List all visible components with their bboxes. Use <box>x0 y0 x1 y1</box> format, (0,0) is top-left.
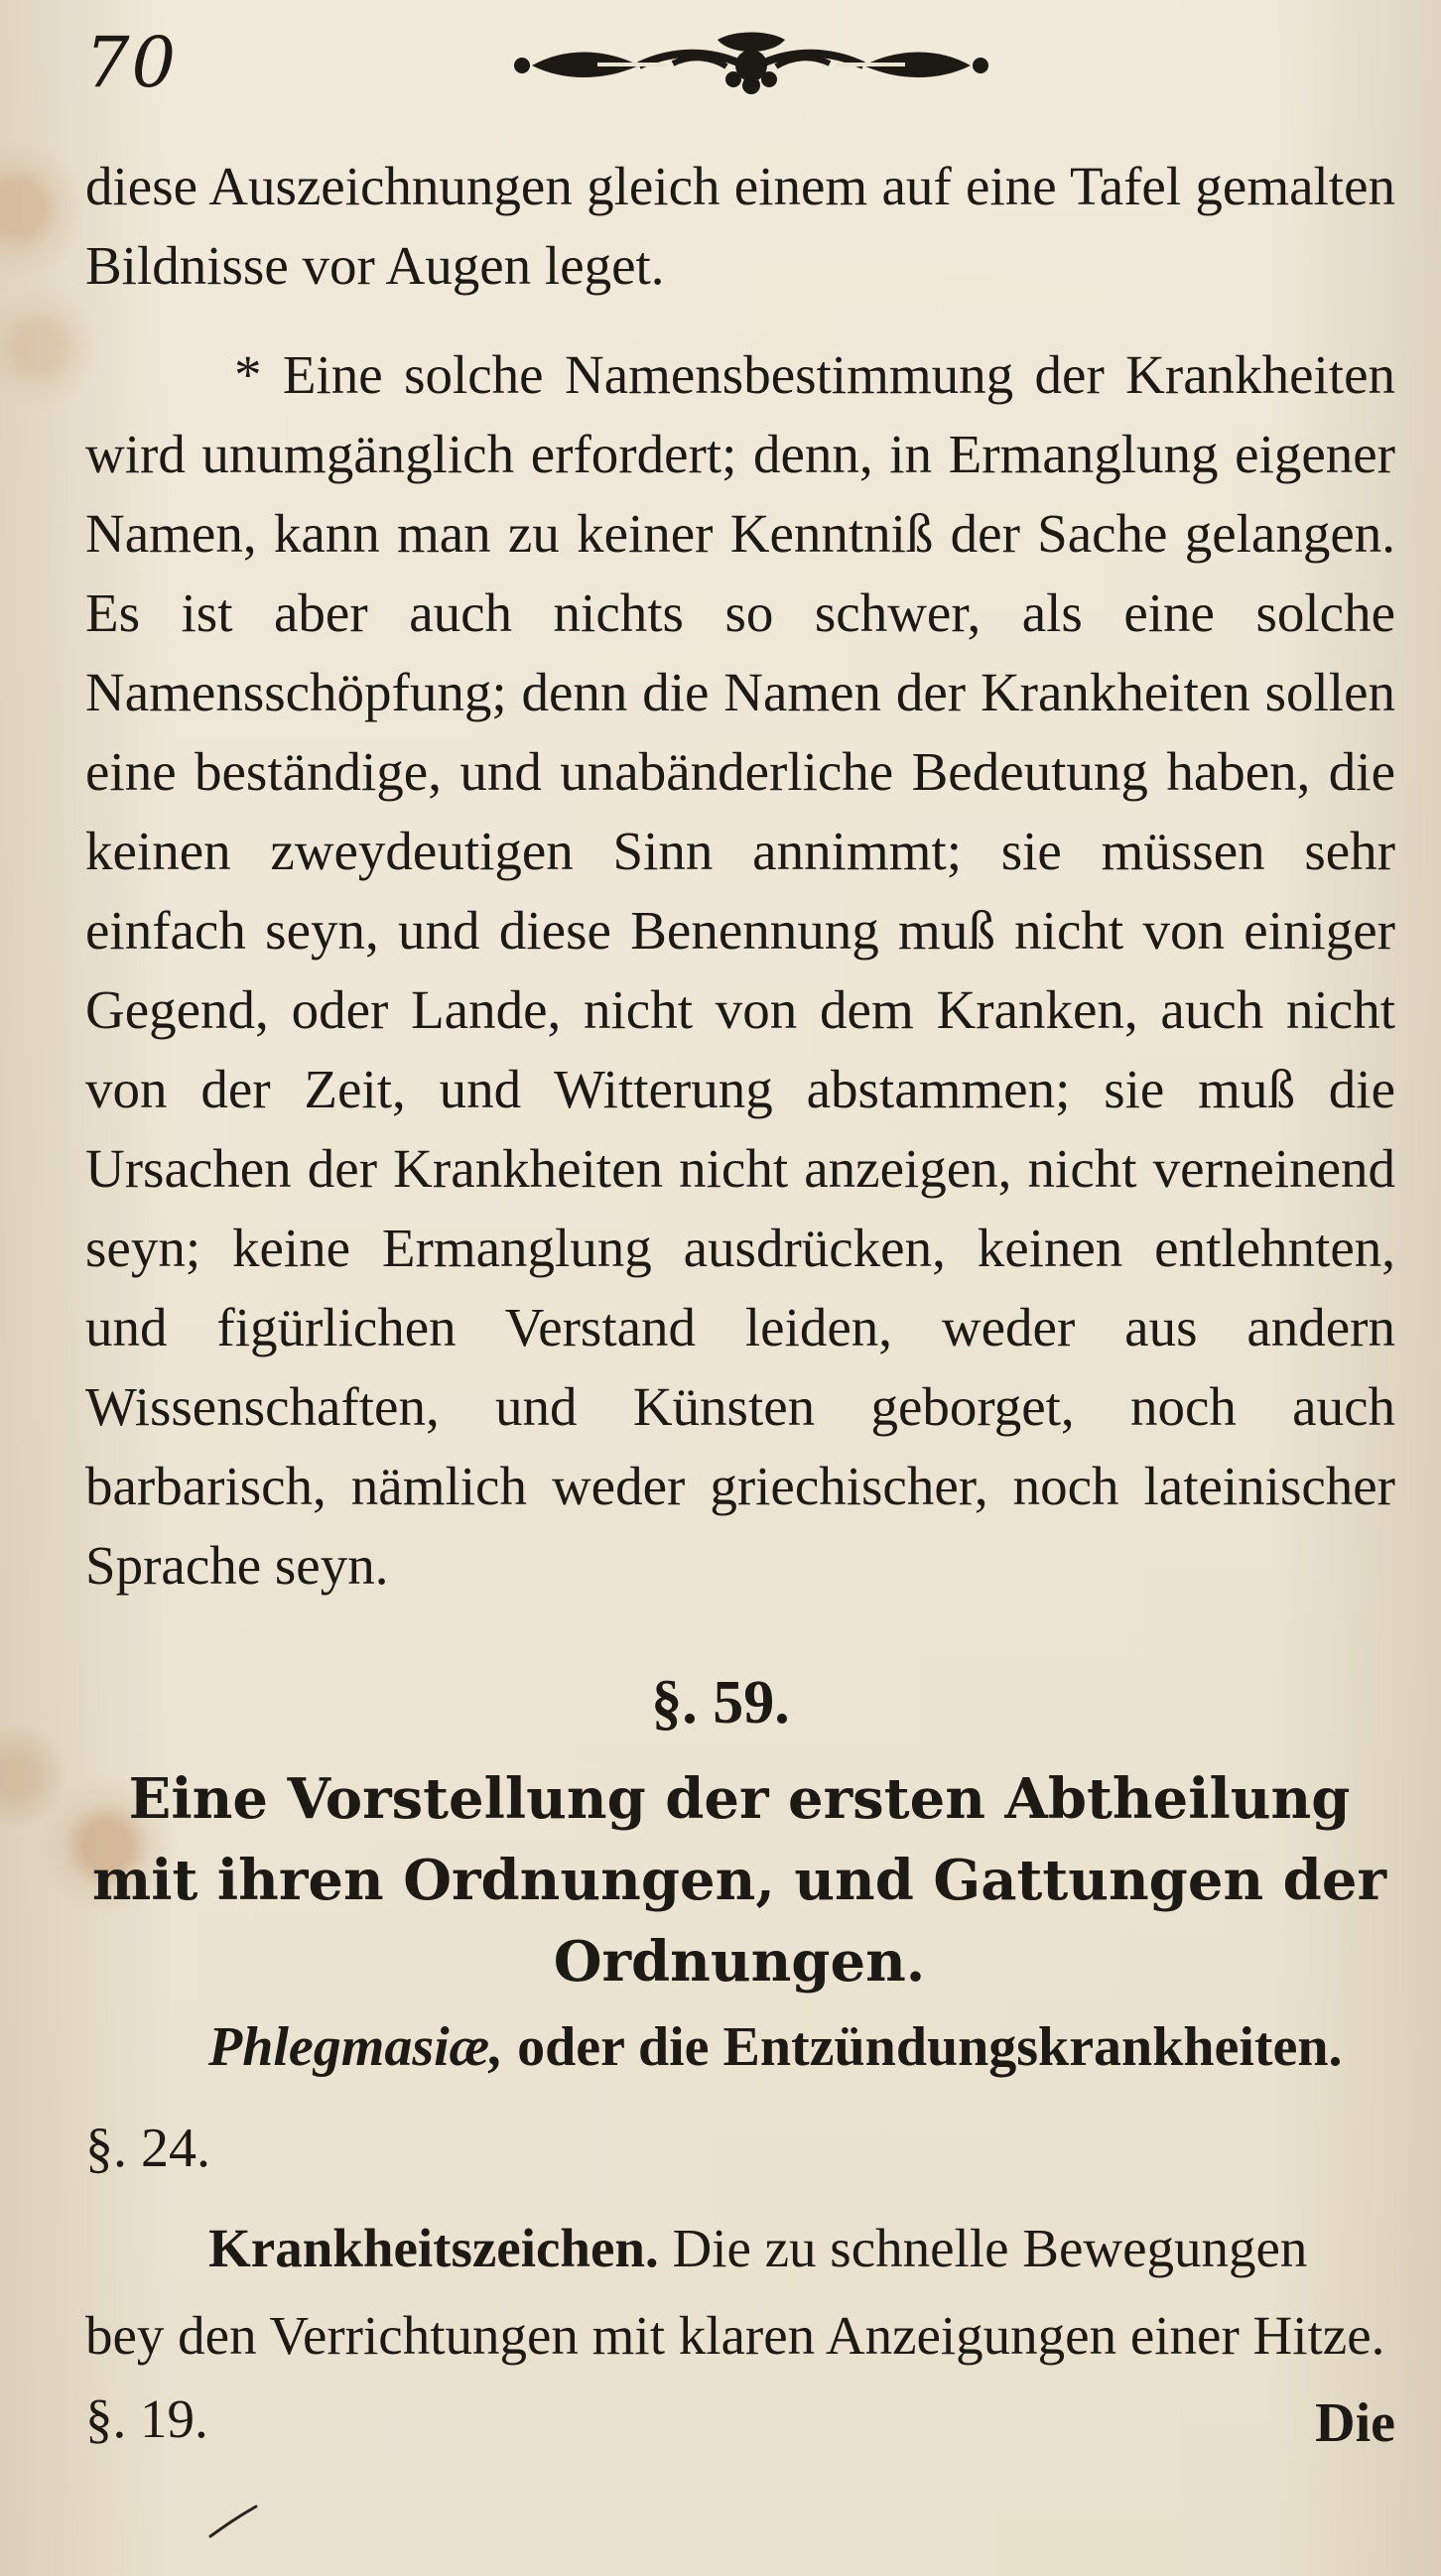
ink-scratch-icon <box>206 2503 260 2544</box>
subsection-reference-line <box>85 2106 210 2191</box>
symptoms-text-line1: Die zu schnelle Bewegungen <box>672 2218 1308 2278</box>
intro-text: diese Auszeichnungen gleich einem auf eine Tafel gemalten Bildnisse vor Augen leget. <box>85 156 1395 296</box>
page-number: 70 <box>85 22 179 103</box>
subsection-latin-title: Phlegmasiæ, <box>208 2016 504 2078</box>
subsection-line <box>208 2004 1387 2090</box>
section-heading: Eine Vorstellung der ersten Abtheilung mit ihren Ordnungen, und Gattungen der Ordnungen. <box>92 1766 1386 1995</box>
catchword: Die <box>1315 2392 1395 2454</box>
decorative-vignette-icon <box>514 30 988 99</box>
subsection-german-title: oder die Entzündungskrankheiten. <box>517 2016 1343 2078</box>
symptoms-line-2: bey den Verrichtungen mit klaren Anzeigungen einer Hitze. §. 19. <box>85 2305 1385 2449</box>
section-number: §. 59. <box>651 1669 790 1737</box>
main-paragraph: * Eine solche Namensbestimmung der Krankheiten wird unumgänglich erfordert; denn, in Ermanglung eigener Namen, kann man zu keiner Kenntniß der Sache gelangen. Es ist aber auch nichts so schwer, als eine solche Namensschöpfung; denn die Namen der Krankheiten sollen eine beständige, und unabänderliche Bedeutung haben, die keinen zweydeutigen Sinn annimmt; sie müssen sehr einfach seyn, und diese Benennung muß nicht von einiger Gegend, oder Lande, nicht von dem Kranken, auch nicht von der Zeit, und Witterung abstammen; sie muß die Ursachen der Krankheiten nicht anzeigen, nicht verneinend seyn; keine Ermanglung ausdrücken, keinen entlehnten, und figürlichen Verstand leiden, weder aus andern Wissenschaften, und Künsten geborget, noch auch barbarisch, nämlich weder griechischer, noch lateinischer Sprache seyn. <box>85 344 1395 1596</box>
subsection-reference: §. 24. <box>85 2118 210 2179</box>
symptoms-label: Krankheitszeichen. <box>208 2218 659 2278</box>
symptoms-line-1 <box>208 2207 1387 2290</box>
